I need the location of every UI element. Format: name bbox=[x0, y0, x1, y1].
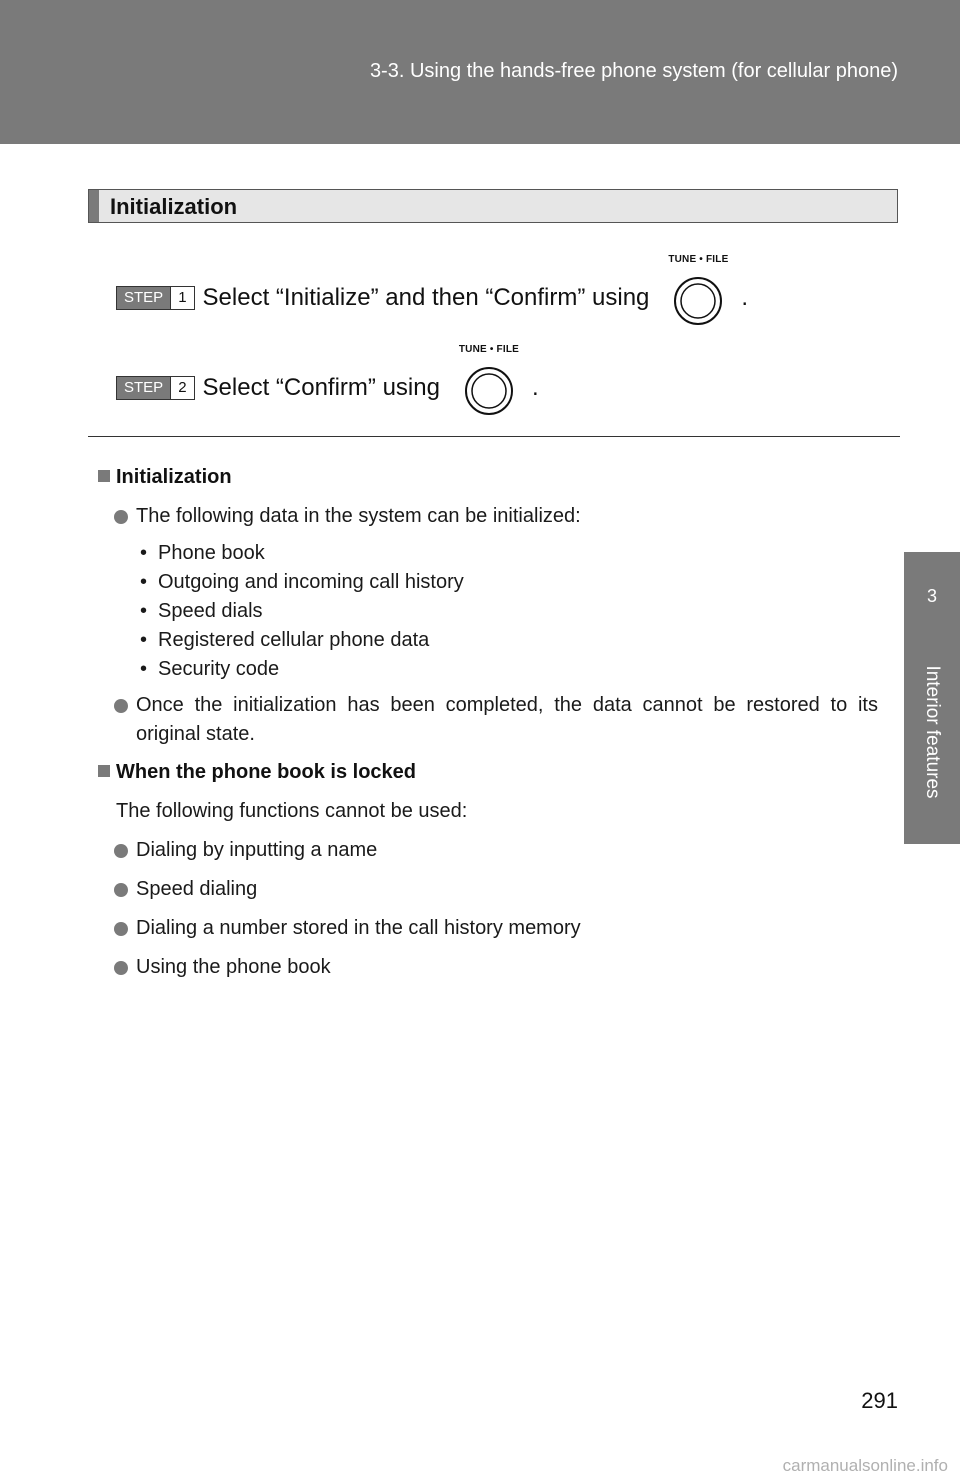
sub-item-text: Phone book bbox=[158, 542, 265, 564]
sub-item-text: Registered cellular phone data bbox=[158, 629, 430, 651]
note-heading-initialization bbox=[98, 466, 232, 489]
chapter-side-tab bbox=[904, 552, 960, 844]
sub-item-text: Speed dials bbox=[158, 600, 263, 622]
circle-bullet-icon bbox=[114, 510, 128, 524]
sub-list-item: • Phone book bbox=[140, 542, 265, 564]
circle-bullet-icon bbox=[114, 922, 128, 936]
step-end: . bbox=[741, 284, 749, 311]
square-bullet-icon bbox=[98, 470, 110, 482]
list-item bbox=[114, 836, 878, 865]
sub-item-text: Security code bbox=[158, 658, 280, 680]
list-item-text: Dialing a number stored in the call history memory bbox=[136, 917, 581, 939]
list-item bbox=[114, 875, 878, 904]
step-end: . bbox=[531, 374, 539, 401]
knob-label: TUNE • FILE bbox=[458, 344, 520, 355]
knob-icon bbox=[464, 358, 514, 418]
list-item bbox=[114, 914, 878, 943]
circle-bullet-icon bbox=[114, 699, 128, 713]
square-bullet-icon bbox=[98, 765, 110, 777]
step-badge-number: 2 bbox=[170, 377, 193, 399]
section-title: Initialization bbox=[110, 194, 238, 219]
list-item bbox=[114, 691, 878, 749]
knob-label: TUNE • FILE bbox=[668, 254, 729, 265]
step-text: Select “Confirm” using bbox=[202, 374, 440, 401]
list-item-text: The following data in the system can be initialized: bbox=[136, 505, 581, 527]
step-badge-label: STEP bbox=[117, 287, 170, 309]
watermark: carmanualsonline.info bbox=[782, 1456, 948, 1475]
sub-list-item: • Outgoing and incoming call history bbox=[140, 571, 464, 593]
step-badge bbox=[116, 376, 195, 400]
sub-list-item: • Registered cellular phone data bbox=[140, 629, 430, 651]
page-number: 291 bbox=[861, 1388, 898, 1413]
circle-bullet-icon bbox=[114, 961, 128, 975]
page-header bbox=[0, 0, 960, 144]
chapter-number: 3 bbox=[926, 586, 937, 606]
list-item bbox=[114, 953, 878, 982]
step-text: Select “Initialize” and then “Confirm” using bbox=[202, 284, 650, 311]
sub-list-item: • Speed dials bbox=[140, 600, 263, 622]
step-2 bbox=[116, 344, 539, 422]
step-badge bbox=[116, 286, 195, 310]
circle-bullet-icon bbox=[114, 883, 128, 897]
chapter-label: Interior features bbox=[922, 665, 943, 799]
section-accent bbox=[89, 190, 99, 222]
step-badge-number: 1 bbox=[170, 287, 193, 309]
list-item-text: Once the initialization has been completed, the data cannot be restored to its original state. bbox=[136, 694, 878, 745]
step-badge-label: STEP bbox=[117, 377, 170, 399]
tune-file-knob bbox=[663, 254, 733, 332]
section-header bbox=[88, 189, 898, 223]
heading-text: Initialization bbox=[116, 466, 232, 488]
chapter-title: 3-3. Using the hands-free phone system (for cellular phone) bbox=[369, 60, 898, 82]
note-heading-locked bbox=[98, 761, 416, 784]
step-1 bbox=[116, 254, 748, 332]
circle-bullet-icon bbox=[114, 844, 128, 858]
knob-icon bbox=[673, 268, 723, 328]
sub-list-item: • Security code bbox=[140, 658, 280, 680]
list-item-text: Dialing by inputting a name bbox=[136, 839, 378, 861]
intro-text: The following functions cannot be used: bbox=[116, 800, 468, 822]
sub-item-text: Outgoing and incoming call history bbox=[158, 571, 464, 593]
list-item-text: Speed dialing bbox=[136, 878, 258, 900]
list-item bbox=[114, 502, 878, 531]
tune-file-knob bbox=[454, 344, 524, 422]
heading-text: When the phone book is locked bbox=[116, 761, 417, 783]
divider bbox=[88, 436, 900, 437]
list-item-text: Using the phone book bbox=[136, 956, 331, 978]
